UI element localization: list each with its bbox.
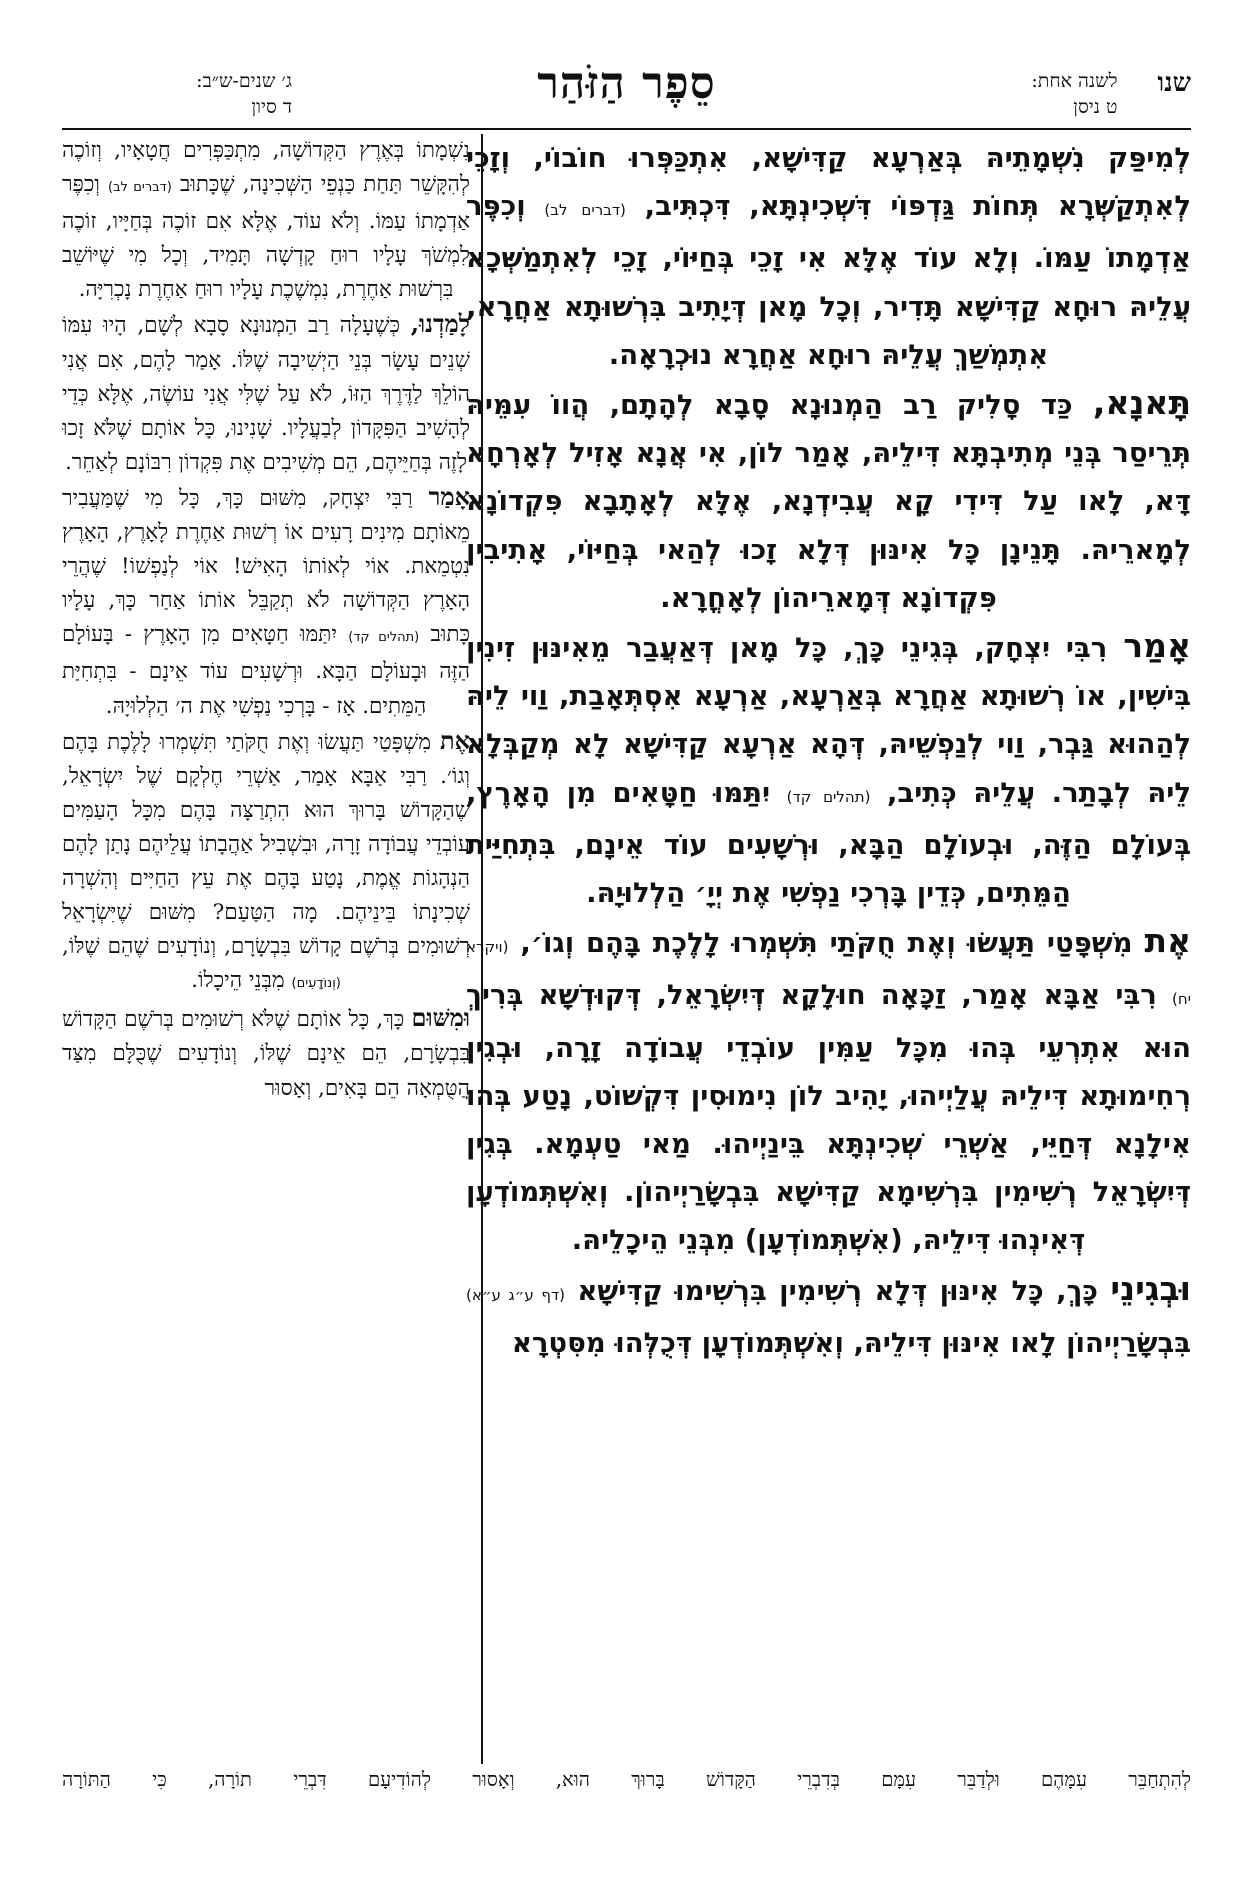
paragraph-text: מִשְׁפָּטַי תַּעֲשׂוּ וְאֶת חֻקֹּתַי תִּשְׁמְרוּ לָלֶכֶת בָּהֶם וְגוֹ׳, [520,927,1133,960]
paragraph-lead-word: תָּאנָא, [1092,383,1191,423]
page-reference: (דף ע״ג ע״א) [466,1285,565,1304]
study-plan-label: לשנה אחת: [1031,70,1118,92]
aramaic-paragraph [466,917,1191,1264]
aramaic-paragraph [466,134,1191,379]
paragraph-tail: מִבְּנֵי הֵיכָלוֹ. [191,968,285,994]
column-divider [481,134,483,1764]
paragraph-text: רִבִּי יִצְחָק, בְּגִינֵי כָּךְ, כָּל מָאן דְּאַעֲבַר מֵאִינּוּן זִינִין בִּישִׁין, אוֹ רְשׁוּתָא אַחֲרָא בְּאַרְעָא, אַרְעָא אִסְתְּאָבַת, וַוי לֵיהּ לְהַהוּא גַּבְר, וַוי לְנַפְשֵׁיהּ, דְּהָא אַרְעָא קַדִּישָׁא לָא מְקַבְּלָא לֵיהּ לְבָתַר. עֲלֵיהּ כְּתִיב, [466,632,1191,809]
hebrew-paragraph [62,307,470,479]
hebrew-column [62,134,470,1764]
date-right: ט ניסן [1073,96,1118,118]
paragraph-text: כָּךְ, כָּל אִינּוּן דְּלָא רְשִׁימִין בִּרְשִׁימוּ קַדִּישָׁא [577,1274,1099,1307]
paragraph-tail: בִּבְשָׂרַיְיהוֹן לָאו אִינּוּן דִּילֵיהּ, וְאִשְׁתְּמוֹדְעָן דְּכֻלְּהוּ מִסִּטְרָא [511,1326,1191,1359]
paragraph-lead-word: אָמַר [428,481,470,511]
paragraph-text: כְּשֶׁעָלָה רַב הַמְנוּנָא סָבָא לְשָׁם, הָיוּ עִמּוֹ שְׁנֵים עָשָׂר בְּנֵי הַיְשִׁיבָה שֶׁלּוֹ. אָמַר לָהֶם, אִם אֲנִי הוֹלֵךְ לַדֶּרֶךְ הַזּוֹ, לֹא עַל שֶׁלִּי אֲנִי עוֹשֶׂה, אֶלָּא כְּדֵי לְהָשִׁיב הַפִּקָּדוֹן לְבַעֲלָיו. שָׁנִינוּ, כָּל אוֹתָם שֶׁלֹּא זָכוּ לָזֶה בְּחַיֵּיהֶם, הֵם מְשִׁיבִים אֶת פִּקְדוֹן רִבּוֹנָם לְאַחֵר. [62,313,470,475]
verse-reference: (ויקרא יח) [466,938,1191,1009]
plan-left-label: ג׳ שנים-ש״ב: [196,70,292,92]
hebrew-paragraph [62,134,470,307]
hebrew-paragraph [62,480,470,724]
verse-reference: (תהלים קד) [786,787,871,806]
paragraph-tail: וְכִפֶּר אַדְמָתוֹ עַמּוֹ. וְלֹא עוֹד, אֶלָּא אִם זוֹכֶה בְּחַיָּיו, זוֹכֶה לִמְשֹׁךְ עָלָיו רוּחַ קָדְשָׁה תָּמִיד, וְכָל מִי שֶׁיּוֹשֵׁב בִּרְשׁוּת אַחֶרֶת, נִמְשֶׁכֶת עָלָיו רוּחַ אַחֶרֶת נָכְרִיָּה. [62,172,470,303]
paragraph-tail: וְכִפֶּר אַדְמָתוֹ עַמּוֹ. וְלָא עוֹד אֶלָּא אִי זָכֵי בְּחַיּוֹי, זָכֵי לְאִתְמַשְּׁכָא עֲלֵיהּ רוּחָא קַדִּישָׁא תָּדִיר, וְכָל מָאן דְּיָתִיב בִּרְשׁוּתָא אַחֲרָא, אִתְמְשַׁךְ עֲלֵיהּ רוּחָא אַחֲרָא נוּכְרָאָה. [466,190,1191,371]
page-header [62,52,1191,134]
paragraph-text: נִשְׁמָתוֹ בְּאֶרֶץ הַקְּדוֹשָׁה, מִתְכַּפְּרִים חֲטָאָיו, וְזוֹכֶה לְהִקָּשֵׁר תַּחַת כַּנְפֵי הַשְּׁכִינָה, שֶׁכָּתוּב [62,138,470,198]
paragraph-tail: יִתַּמּוּ חַטָּאִים מִן הָאָרֶץ - בָּעוֹלָם הַזֶּה וּבָעוֹלָם הַבָּא. וּרְשָׁעִים עוֹד אֵינָם - בִּתְחִיַּת הַמֵּתִים. אָז - בָּרְכִי נַפְשִׁי אֶת ה׳ הַלְלוּיָהּ. [62,622,470,719]
paragraph-lead-word: אָמַר [1123,626,1191,666]
paragraph-lead-word: וּמִשּׁוּם [411,1003,470,1033]
verse-reference: (דברים לב) [107,180,172,196]
verse-reference: (דברים לב) [544,201,626,220]
aramaic-paragraph [466,379,1191,622]
paragraph-lead-word: לָמַדְנוּ, [410,309,470,339]
aramaic-paragraph [466,622,1191,917]
paragraph-text: כַּד סָלִיק רַב הַמְנוּנָא סָבָא לְהָתָם, הֲווֹ עִמֵּיהּ תְּרֵיסַר בְּנֵי מְתִיבְתָּא דִּילֵיהּ, אָמַר לוֹן, אִי אֲנָא אָזִיל לְאָרְחָא דָּא, לָאו עַל דִּידִי קָא עֲבִידְנָא, אֶלָּא לְאָתָבָא פִּקְדוֹנָא לְמָארֵיהּ. תָּנֵינָן כָּל אִינּוּן דְּלָא זָכוּ לְהַאי בְּחַיּוֹי, אָתִיבִין פִּקְדוֹנָא דְּמָארֵיהוֹן לְאָחֳרָא. [466,389,1191,614]
paragraph-lead-word: אֶת [1144,921,1191,961]
aramaic-column [466,134,1191,1764]
hebrew-paragraph [62,1001,470,1105]
header-rule [62,128,1191,130]
paragraph-lead-word: וּבְגִינֵי [1110,1268,1191,1308]
header-left [62,68,292,120]
paragraph-text: לְמִיפַּק נִשְׁמָתֵיהּ בְּאַרְעָא קַדִּישָׁא, אִתְכַּפְּרוּ חוֹבוֹי, וְזָכֵי לְאִתְקַשְּׁרָא תְּחוֹת גַּדְפּוֹי דִּשְׁכִינְתָּא, דִּכְתִּיב, [466,142,1191,223]
paragraph-tail: יִתַּמּוּ חַטָּאִים מִן הָאָרֶץ, בְּעוֹלָם הַזֶּה, וּבְעוֹלָם הַבָּא, וּרְשָׁעִים עוֹד אֵינָם, בִּתְחִיַּית הַמֵּתִים, כְּדֵין בָּרְכִי נַפְשִׁי אֶת יְיָ׳ הַלְלוּיָהּ. [466,776,1191,910]
paragraph-lead-word: אֶת [439,725,470,755]
inline-note: (וְנוֹדָעִים) [291,976,341,992]
continuation-line: לְהִתְחַבֵּר עִמָּהֶם וּלְדַבֵּר עִמָּם בְּדִבְרֵי הַקָּדוֹשׁ בָּרוּךְ הוּא, וְאָסוּר לְהוֹדִיעָם דִּבְרֵי תוֹרָה, כִּי הַתּוֹרָה [62,1768,1191,1791]
aramaic-paragraph [466,1265,1191,1367]
header-label: שנו [1157,68,1191,98]
paragraph-text: רַבִּי יִצְחָק, מִשּׁוּם כָּךְ, כָּל מִי שֶׁמַּעֲבִיר מֵאוֹתָם מִינִים רָעִים אוֹ רְשׁוּת אַחֶרֶת לָאָרֶץ, הָאָרֶץ נִטְמֵאת. אוֹי לְאוֹתוֹ הָאִישׁ! אוֹי לְנַפְשׁוֹ! שֶׁהֲרֵי הָאָרֶץ הַקְּדוֹשָׁה לֹא תְקַבֵּל אוֹתוֹ אַחַר כָּךְ, עָלָיו כָּתוּב [62,485,470,648]
paragraph-text: כָּךְ, כָּל אוֹתָם שֶׁלֹּא רְשׁוּמִים בְּרֹשֶׁם הַקָּדוֹשׁ בִּבְשָׂרָם, הֵם אֵינָם שֶׁלּוֹ, וְנוֹדָעִים שֶׁכֻּלָּם מִצַּד הַטֻּמְאָה הֵם בָּאִים, וְאָסוּר [62,1007,470,1101]
verse-reference: (תהלים קד) [348,630,420,646]
hebrew-paragraph [62,724,470,1002]
book-title: סֵפֶר הַזֹּהַר [537,58,716,109]
paragraph-tail: רִבִּי אַבָּא אָמַר, זַכָּאָה חוּלָקָא דְּיִשְׂרָאֵל, דְּקוּדְשָׁא בְּרִיךְ הוּא אִתְרְעֵי בְּהוּ מִכָּל עַמִּין עוֹבְדֵי עֲבוֹדָה זָרָה, וּבְגִין רְחִימוּתָא דִּילֵיהּ עֲלַיְיהוּ, יָהִיב לוֹן נִימוּסִין דִּקְשׁוֹט, נָטַע בְּהוּ אִילָנָא דְּחַיֵּי, אַשְׁרֵי שְׁכִינְתָּא בֵּינַיְיהוּ. מַאי טַעְמָא. בְּגִין דְּיִשְׂרָאֵל רְשִׁימִין בִּרְשִׁימָא קַדִּישָׁא בִּבְשָׂרַיְיהוֹן. וְאִשְׁתְּמוֹדְעָן דְּאִינְהוּ דִּילֵיהּ, (אִשְׁתְּמוֹדְעָן) מִבְּנֵי הֵיכָלֵיהּ. [466,979,1191,1257]
paragraph-text: מִשְׁפָּטַי תַּעֲשׂוּ וְאֶת חֻקֹּתַי תִּשְׁמְרוּ לָלֶכֶת בָּהֶם וְגוֹ׳. רַבִּי אַבָּא אָמַר, אַשְׁרֵי חֶלְקָם שֶׁל יִשְׂרָאֵל, שֶׁהַקָּדוֹשׁ בָּרוּךְ הוּא הִתְרַצָּה בָּהֶם מִכָּל הָעַמִּים עוֹבְדֵי עֲבוֹדָה זָרָה, וּבִשְׁבִיל אַהֲבָתוֹ עֲלֵיהֶם נָתַן לָהֶם הַנְהָגוֹת אֱמֶת, נָטַע בָּהֶם אֶת עֵץ הַחַיִּים וְהִשְׁרָה שְׁכִינָתוֹ בֵּינֵיהֶם. מָה הַטַּעַם? מִשּׁוּם שֶׁיִּשְׂרָאֵל רְשׁוּמִים בְּרֹשֶׁם קָדוֹשׁ בִּבְשָׂרָם, וְנוֹדָעִים שֶׁהֵם שֶׁלּוֹ, [62,729,470,960]
date-left: ד סיון [251,96,292,118]
